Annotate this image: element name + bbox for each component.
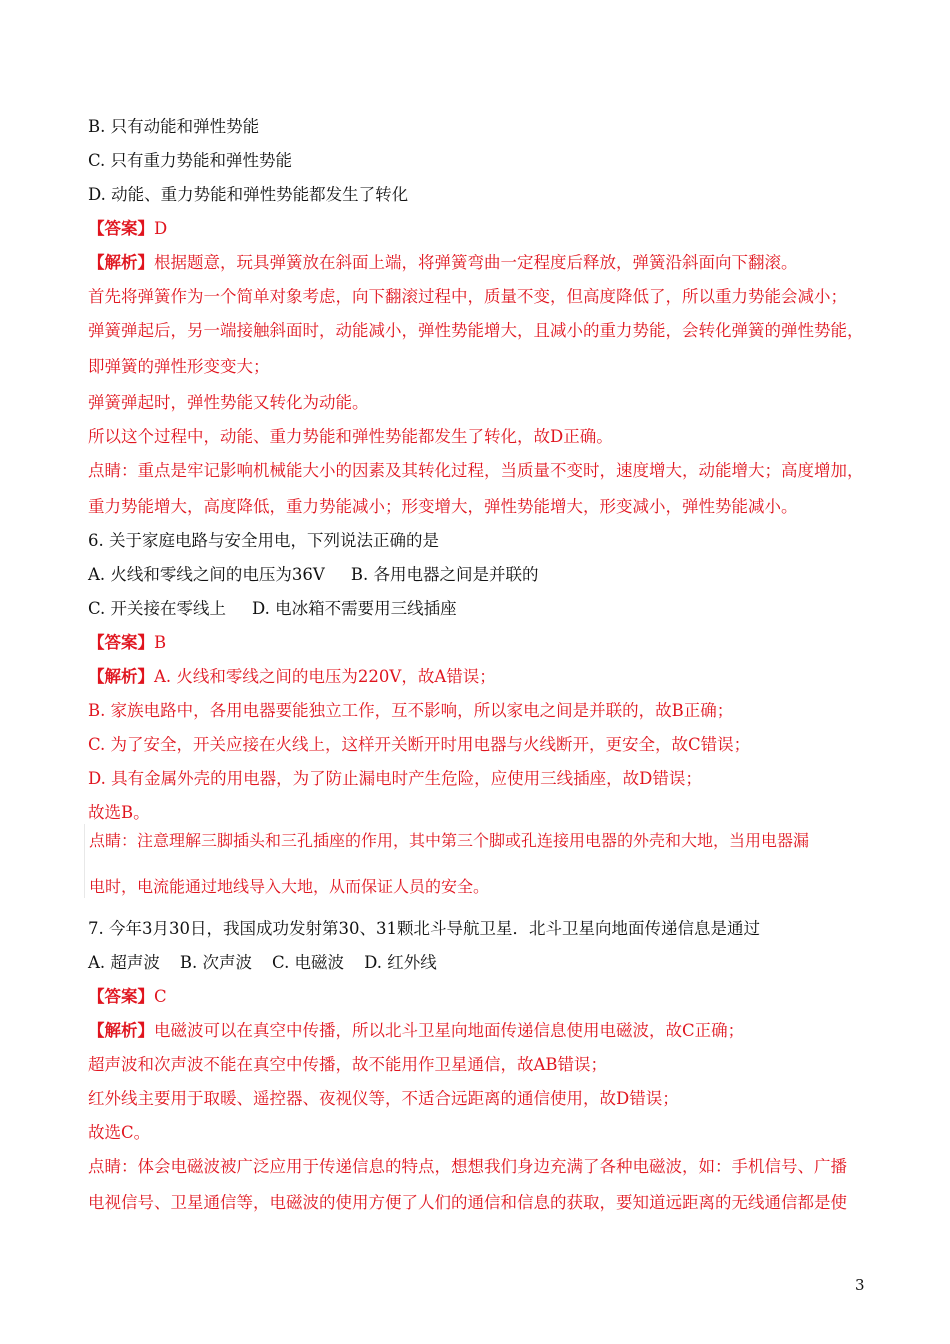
q5-analysis-line-2: 弹簧弹起后，另一端接触斜面时，动能减小，弹性势能增大，且减小的重力势能，会转化弹簧的弹性势能， [88, 321, 864, 340]
answer-value: D [154, 219, 168, 238]
q6-option-d: D. 电冰箱不需要用三线插座 [252, 599, 457, 618]
q7-option-c: C. 电磁波 [272, 953, 345, 972]
q5-analysis-line-4: 弹簧弹起时，弹性势能又转化为动能。 [88, 393, 369, 412]
q7-answer [88, 986, 167, 1008]
q6-stem: 6. 关于家庭电路与安全用电，下列说法正确的是 [88, 531, 439, 550]
q6-conclusion: 故选B。 [88, 803, 150, 822]
q6-option-b: B. 各用电器之间是并联的 [350, 565, 539, 584]
answer-value: B [154, 633, 167, 652]
q7-conclusion: 故选C。 [88, 1123, 151, 1142]
q6-analysis-line-3: D. 具有金属外壳的用电器，为了防止漏电时产生危险，应使用三线插座，故D错误； [88, 769, 702, 788]
q6-option-c: C. 开关接在零线上 [88, 599, 227, 618]
q6-tip-line-1: 电时，电流能通过地线导入大地，从而保证人员的安全。 [89, 877, 490, 896]
q5-answer [88, 218, 167, 240]
q5-option-d: D. 动能、重力势能和弹性势能都发生了转化 [88, 185, 409, 204]
q7-analysis-line-0: 【解析】电磁波可以在真空中传播，所以北斗卫星向地面传递信息使用电磁波，故C正确； [88, 1021, 745, 1040]
q7-stem: 7. 今年3月30日，我国成功发射第30、31颗北斗导航卫星．北斗卫星向地面传递信息是通过 [88, 919, 760, 938]
page-number: 3 [855, 1276, 865, 1294]
q6-options-row-2 [88, 598, 457, 620]
q5-option-c: C. 只有重力势能和弹性势能 [88, 151, 293, 170]
analysis-tag: 【解析】 [88, 253, 154, 272]
q6-options-row-1 [88, 564, 538, 586]
q5-analysis-line-3: 即弹簧的弹性形变变大； [88, 357, 270, 376]
q6-tip-line-0: 点睛：注意理解三脚插头和三孔插座的作用，其中第三个脚或孔连接用电器的外壳和大地，当用电器漏 [89, 831, 810, 850]
q6-analysis-line-0: 【解析】A. 火线和零线之间的电压为220V，故A错误； [88, 667, 496, 686]
q5-tip-line-0: 点睛：重点是牢记影响机械能大小的因素及其转化过程，当质量不变时，速度增大，动能增大；高度增加， [88, 461, 864, 480]
q5-tip-line-1: 重力势能增大，高度降低，重力势能减小；形变增大，弹性势能增大，形变减小，弹性势能减小。 [88, 497, 798, 516]
q6-analysis-line-2: C. 为了安全，开关应接在火线上，这样开关断开时用电器与火线断开，更安全，故C错误； [88, 735, 751, 754]
q6-answer [88, 632, 166, 654]
q5-analysis-line-0: 【解析】根据题意，玩具弹簧放在斜面上端，将弹簧弯曲一定程度后释放，弹簧沿斜面向下翻滚。 [88, 253, 798, 272]
q7-option-a: A. 超声波 [88, 953, 160, 972]
answer-tag: 【答案】 [88, 987, 154, 1006]
analysis-tag: 【解析】 [88, 667, 154, 686]
answer-tag: 【答案】 [88, 633, 154, 652]
q5-analysis-line-5: 所以这个过程中，动能、重力势能和弹性势能都发生了转化，故D正确。 [88, 427, 613, 446]
q6-tip-box [84, 824, 845, 898]
q7-analysis-line-2: 红外线主要用于取暖、遥控器、夜视仪等，不适合远距离的通信使用，故D错误； [88, 1089, 679, 1108]
q6-option-a: A. 火线和零线之间的电压为36V [88, 565, 325, 584]
q7-options-row [88, 952, 437, 974]
answer-tag: 【答案】 [88, 219, 154, 238]
answer-value: C [154, 987, 167, 1006]
q7-analysis-line-1: 超声波和次声波不能在真空中传播，故不能用作卫星通信，故AB错误； [88, 1055, 608, 1074]
q5-option-b: B. 只有动能和弹性势能 [88, 117, 260, 136]
q6-analysis-line-1: B. 家族电路中，各用电器要能独立工作，互不影响，所以家电之间是并联的，故B正确； [88, 701, 734, 720]
q7-option-b: B. 次声波 [179, 953, 253, 972]
q7-tip-line-1: 电视信号、卫星通信等，电磁波的使用方便了人们的通信和信息的获取，要知道远距离的无线通信都是使 [88, 1193, 847, 1212]
q7-tip-line-0: 点睛：体会电磁波被广泛应用于传递信息的特点，想想我们身边充满了各种电磁波，如：手机信号、广播 [88, 1157, 847, 1176]
analysis-tag: 【解析】 [88, 1021, 154, 1040]
q7-option-d: D. 红外线 [364, 953, 437, 972]
q5-analysis-line-1: 首先将弹簧作为一个简单对象考虑，向下翻滚过程中，质量不变，但高度降低了，所以重力势能会减小； [88, 287, 847, 306]
